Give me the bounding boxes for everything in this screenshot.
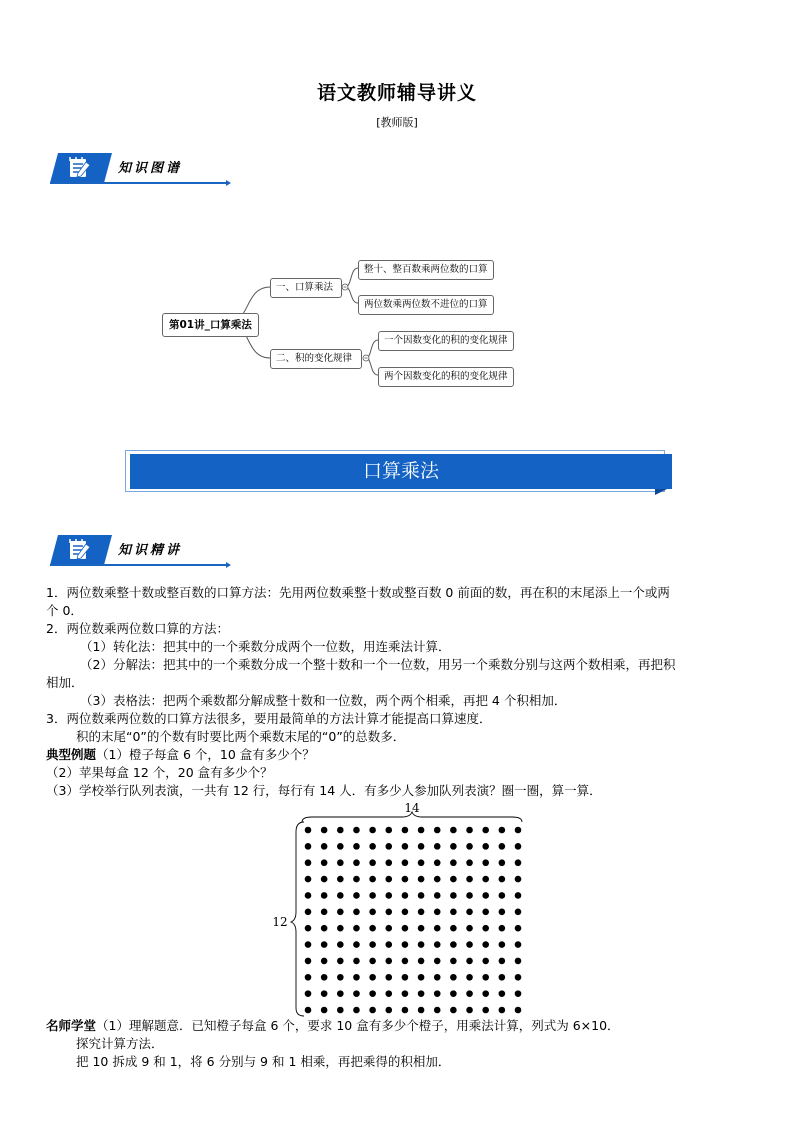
grid-dot [515, 941, 522, 948]
grid-dot [482, 909, 489, 916]
grid-dot [450, 876, 457, 883]
grid-dot [369, 859, 376, 866]
grid-dot [515, 1007, 522, 1014]
mindmap-root: 第01讲_口算乘法 [162, 313, 259, 337]
grid-dot [466, 941, 473, 948]
grid-dot [434, 925, 441, 932]
grid-dot [321, 843, 328, 850]
teacher-text-2: 探究计算方法． [76, 1036, 164, 1051]
content-body [46, 584, 756, 800]
grid-dot [385, 909, 392, 916]
paragraph-1-line-1: 1．两位数乘整十数或整百数的口算方法：先用两位数乘整十数或整百数 0 前面的数，再在积的末尾添上一个或两 [46, 585, 670, 600]
grid-dot [337, 892, 344, 899]
grid-dot [337, 958, 344, 965]
section-header-knowledge-explain [50, 535, 230, 569]
grid-dot [321, 941, 328, 948]
grid-dot [499, 941, 506, 948]
section-underline-arrow [226, 562, 231, 568]
grid-dot [450, 827, 457, 834]
grid-dot [321, 958, 328, 965]
grid-dot [418, 827, 425, 834]
grid-dot [402, 974, 409, 981]
grid-dot [466, 1007, 473, 1014]
dot-grid-figure [272, 800, 532, 1022]
grid-dot [466, 876, 473, 883]
grid-dot [385, 974, 392, 981]
grid-dot [434, 876, 441, 883]
grid-dot [434, 974, 441, 981]
grid-dot [499, 859, 506, 866]
page-title: 语文教师辅导讲义 [316, 82, 477, 104]
grid-dot [450, 941, 457, 948]
grid-dot [353, 859, 360, 866]
grid-dot [466, 827, 473, 834]
grid-dot [434, 990, 441, 997]
paragraph-3: 3．两位数乘两位数的口算方法很多，要用最简单的方法计算才能提高口算速度． [46, 711, 492, 726]
grid-dot [499, 827, 506, 834]
grid-dot [402, 843, 409, 850]
grid-dot [385, 843, 392, 850]
section-header-label: 知识图谱 [118, 161, 183, 176]
grid-dot [369, 925, 376, 932]
grid-dot [482, 941, 489, 948]
grid-dot [369, 909, 376, 916]
paragraph-2-a: （1）转化法：把其中的一个乘数分成两个一位数，用连乘法计算． [80, 639, 451, 654]
grid-dot [418, 941, 425, 948]
grid-dot [305, 925, 312, 932]
grid-dot [515, 892, 522, 899]
grid-dot [482, 958, 489, 965]
grid-dot [353, 909, 360, 916]
grid-dot [402, 859, 409, 866]
left-brace [291, 822, 304, 1016]
grid-dot [418, 1007, 425, 1014]
grid-dot [305, 909, 312, 916]
grid-dot [369, 990, 376, 997]
grid-dot [305, 843, 312, 850]
grid-dot [499, 876, 506, 883]
page-subtitle: [教师版] [376, 116, 418, 129]
grid-dot [402, 925, 409, 932]
grid-dot [482, 827, 489, 834]
grid-dot [353, 958, 360, 965]
dot-grid-top-label: 14 [404, 801, 420, 815]
teacher-text-3: 把 10 拆成 9 和 1，将 6 分别与 9 和 1 相乘，再把乘得的积相加． [76, 1054, 451, 1069]
grid-dot [450, 958, 457, 965]
grid-dot [369, 1007, 376, 1014]
grid-dot [321, 892, 328, 899]
example-question-2: （2）苹果每盒 12 个，20 盒有多少个？ [46, 765, 273, 780]
grid-dot [482, 974, 489, 981]
grid-dot [450, 892, 457, 899]
grid-dot [369, 958, 376, 965]
grid-dot [321, 859, 328, 866]
grid-dot [482, 876, 489, 883]
grid-dot [305, 859, 312, 866]
grid-dot [450, 843, 457, 850]
grid-dot [353, 892, 360, 899]
grid-dot [418, 974, 425, 981]
grid-dot [369, 843, 376, 850]
paragraph-1-line-2: 个 0． [46, 603, 83, 618]
grid-dot [466, 843, 473, 850]
grid-dot [418, 892, 425, 899]
grid-dot [515, 958, 522, 965]
notepad-pencil-icon [50, 535, 112, 565]
grid-dot [450, 909, 457, 916]
grid-dot [321, 990, 328, 997]
grid-dot [402, 941, 409, 948]
grid-dot [305, 941, 312, 948]
paragraph-2-b-line-2: 相加． [46, 675, 84, 690]
grid-dot [434, 958, 441, 965]
grid-dot [499, 990, 506, 997]
grid-dot [321, 876, 328, 883]
grid-dot [450, 925, 457, 932]
teacher-label: 名师学堂 [46, 1018, 97, 1033]
dot-grid [305, 827, 522, 1014]
grid-dot [402, 876, 409, 883]
grid-dot [450, 1007, 457, 1014]
grid-dot [402, 990, 409, 997]
mindmap-leaf-1-2: 两位数乘两位数不进位的口算 [358, 295, 494, 315]
grid-dot [482, 925, 489, 932]
grid-dot [434, 909, 441, 916]
grid-dot [418, 876, 425, 883]
section-header-label: 知识精讲 [118, 543, 183, 558]
grid-dot [337, 843, 344, 850]
grid-dot [385, 827, 392, 834]
grid-dot [515, 925, 522, 932]
grid-dot [515, 876, 522, 883]
grid-dot [499, 925, 506, 932]
grid-dot [482, 990, 489, 997]
mindmap-leaf-2-1: 一个因数变化的积的变化规律 [378, 331, 514, 351]
example-label: 典型例题 [46, 747, 97, 762]
grid-dot [418, 909, 425, 916]
teacher-section [46, 1017, 756, 1071]
grid-dot [305, 958, 312, 965]
grid-dot [353, 827, 360, 834]
grid-dot [402, 909, 409, 916]
paragraph-3-note: 积的末尾“0”的个数有时要比两个乘数末尾的“0”的总数多． [76, 729, 406, 744]
grid-dot [353, 941, 360, 948]
grid-dot [499, 974, 506, 981]
grid-dot [434, 1007, 441, 1014]
grid-dot [466, 990, 473, 997]
mindmap-leaf-2-2: 两个因数变化的积的变化规律 [378, 367, 514, 387]
grid-dot [466, 859, 473, 866]
grid-dot [337, 974, 344, 981]
grid-dot [353, 974, 360, 981]
grid-dot [402, 958, 409, 965]
dot-grid-left-label: 12 [272, 915, 288, 929]
grid-dot [305, 827, 312, 834]
grid-dot [434, 827, 441, 834]
banner-fold [655, 489, 667, 495]
grid-dot [337, 909, 344, 916]
grid-dot [353, 843, 360, 850]
grid-dot [499, 843, 506, 850]
grid-dot [499, 958, 506, 965]
grid-dot [385, 859, 392, 866]
teacher-line-1 [46, 1017, 756, 1035]
paragraph-2-c: （3）表格法：把两个乘数都分解成整十数和一位数，两个两个相乘，再把 4 个积相加． [80, 693, 567, 708]
grid-dot [337, 1007, 344, 1014]
grid-dot [499, 892, 506, 899]
section-underline [50, 564, 228, 566]
grid-dot [450, 974, 457, 981]
example-question-1: （1）橙子每盒 6 个，10 盒有多少个？ [96, 747, 315, 762]
grid-dot [305, 876, 312, 883]
grid-dot [418, 859, 425, 866]
grid-dot [515, 974, 522, 981]
grid-dot [353, 925, 360, 932]
grid-dot [482, 843, 489, 850]
grid-dot [515, 909, 522, 916]
grid-dot [337, 990, 344, 997]
grid-dot [337, 925, 344, 932]
grid-dot [369, 876, 376, 883]
grid-dot [385, 876, 392, 883]
grid-dot [321, 827, 328, 834]
grid-dot [305, 1007, 312, 1014]
grid-dot [418, 925, 425, 932]
grid-dot [434, 941, 441, 948]
grid-dot [434, 843, 441, 850]
grid-dot [482, 859, 489, 866]
grid-dot [337, 941, 344, 948]
grid-dot [434, 892, 441, 899]
grid-dot [353, 1007, 360, 1014]
grid-dot [369, 974, 376, 981]
grid-dot [337, 827, 344, 834]
grid-dot [418, 843, 425, 850]
grid-dot [369, 941, 376, 948]
grid-dot [321, 974, 328, 981]
grid-dot [402, 1007, 409, 1014]
grid-dot [418, 958, 425, 965]
grid-dot [402, 827, 409, 834]
grid-dot [321, 925, 328, 932]
mindmap-branch-1: 一、口算乘法 [270, 278, 342, 298]
grid-dot [305, 990, 312, 997]
grid-dot [337, 859, 344, 866]
grid-dot [369, 827, 376, 834]
grid-dot [515, 827, 522, 834]
grid-dot [418, 990, 425, 997]
grid-dot [385, 925, 392, 932]
grid-dot [353, 876, 360, 883]
grid-dot [369, 892, 376, 899]
section-banner: 口算乘法 [130, 454, 672, 489]
grid-dot [482, 892, 489, 899]
grid-dot [515, 859, 522, 866]
grid-dot [466, 974, 473, 981]
grid-dot [385, 1007, 392, 1014]
grid-dot [499, 909, 506, 916]
paragraph-2: 2．两位数乘两位数口算的方法： [46, 621, 229, 636]
grid-dot [353, 990, 360, 997]
teacher-text-1: （1）理解题意．已知橙子每盒 6 个，要求 10 盒有多少个橙子，用乘法计算，列式为 6×10． [96, 1018, 620, 1033]
grid-dot [305, 892, 312, 899]
grid-dot [305, 974, 312, 981]
grid-dot [466, 925, 473, 932]
grid-dot [466, 909, 473, 916]
mindmap-leaf-1-1: 整十、整百数乘两位数的口算 [358, 260, 494, 280]
grid-dot [385, 941, 392, 948]
grid-dot [515, 990, 522, 997]
example-line-1 [46, 746, 756, 764]
grid-dot [321, 1007, 328, 1014]
paragraph-2-b-line-1: （2）分解法：把其中的一个乘数分成一个整十数和一个一位数，用另一个乘数分别与这两个数相乘，再把积 [80, 657, 676, 672]
grid-dot [466, 892, 473, 899]
grid-dot [434, 859, 441, 866]
grid-dot [450, 859, 457, 866]
grid-dot [466, 958, 473, 965]
grid-dot [337, 876, 344, 883]
grid-dot [385, 958, 392, 965]
grid-dot [499, 1007, 506, 1014]
grid-dot [385, 892, 392, 899]
grid-dot [321, 909, 328, 916]
mindmap-branch-2: 二、积的变化规律 [270, 349, 362, 369]
grid-dot [402, 892, 409, 899]
grid-dot [450, 990, 457, 997]
grid-dot [385, 990, 392, 997]
grid-dot [482, 1007, 489, 1014]
grid-dot [515, 843, 522, 850]
example-question-3: （3）学校举行队列表演，一共有 12 行，每行有 14 人．有多少人参加队列表演？圈一圈，算一算． [46, 783, 602, 798]
